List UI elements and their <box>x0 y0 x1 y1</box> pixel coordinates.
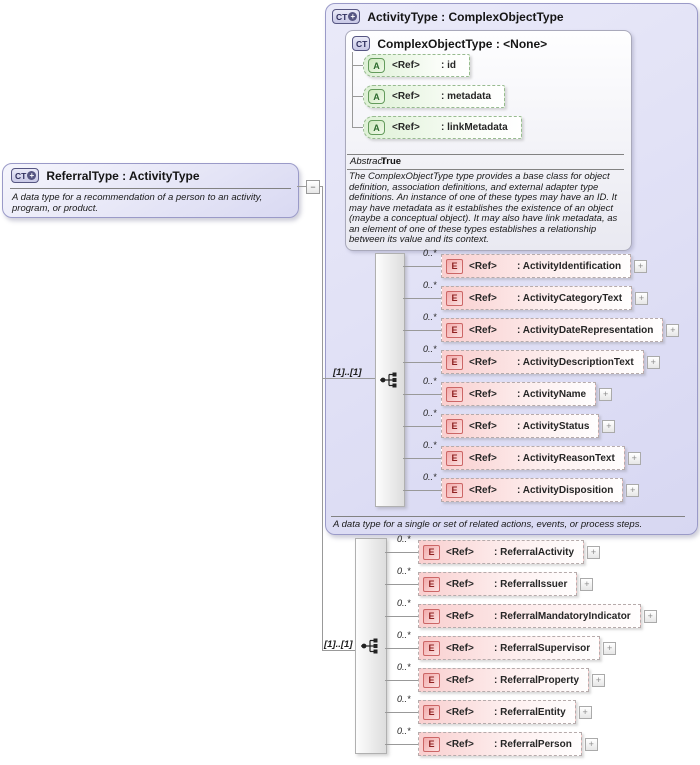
element-ref: <Ref> <box>446 674 474 686</box>
element-box[interactable] <box>418 700 576 724</box>
element-box[interactable] <box>441 286 632 310</box>
element-row <box>403 472 639 501</box>
attribute-ref: <Ref> <box>392 122 420 133</box>
element-ref: <Ref> <box>446 738 474 750</box>
attribute-row <box>352 117 522 138</box>
element-row <box>403 376 612 405</box>
expand-button[interactable]: + <box>592 674 605 687</box>
cardinality-label: 0..* <box>397 630 411 640</box>
element-name: : ActivityDisposition <box>517 484 614 496</box>
element-box[interactable] <box>441 350 644 374</box>
element-ref: <Ref> <box>469 484 497 496</box>
complex-type-icon <box>352 36 370 51</box>
element-ref: <Ref> <box>446 642 474 654</box>
cardinality-label: 0..* <box>397 598 411 608</box>
element-box[interactable] <box>441 414 599 438</box>
element-row <box>403 440 641 469</box>
attribute-box[interactable] <box>363 54 470 77</box>
element-box[interactable] <box>418 636 600 660</box>
connector-line <box>352 127 363 128</box>
complex-object-type-header <box>352 36 547 51</box>
element-name: : ActivityIdentification <box>517 260 622 272</box>
expand-button[interactable]: + <box>599 388 612 401</box>
expand-button[interactable]: + <box>644 610 657 623</box>
element-ref: <Ref> <box>469 420 497 432</box>
cardinality-label: 0..* <box>423 376 437 386</box>
element-icon: E <box>423 737 440 752</box>
connector-line <box>403 362 441 363</box>
expand-button[interactable]: + <box>647 356 660 369</box>
plus-badge-icon: + <box>348 12 357 21</box>
sequence-icon <box>360 637 382 655</box>
element-icon: E <box>446 387 463 402</box>
element-box[interactable] <box>418 604 641 628</box>
cardinality-label: 0..* <box>397 694 411 704</box>
element-row <box>385 662 605 691</box>
element-name: : ActivityDateRepresentation <box>517 324 654 336</box>
attribute-box[interactable] <box>363 85 505 108</box>
expand-button[interactable]: + <box>626 484 639 497</box>
element-name: : ReferralPerson <box>494 738 572 750</box>
element-icon: E <box>446 483 463 498</box>
element-name: : ReferralEntity <box>494 706 566 718</box>
connector-line <box>385 744 418 745</box>
attribute-name: : metadata <box>441 91 492 102</box>
connector-line <box>385 584 418 585</box>
connector-line <box>403 394 441 395</box>
referral-type-header <box>11 168 200 183</box>
cardinality-label: 0..* <box>397 534 411 544</box>
connector-line <box>403 490 441 491</box>
element-icon: E <box>423 577 440 592</box>
element-box[interactable] <box>418 540 584 564</box>
element-box[interactable] <box>418 668 589 692</box>
ct-icon-label: CT <box>336 11 348 22</box>
element-icon: E <box>446 291 463 306</box>
complex-type-plus-icon <box>11 168 39 183</box>
element-box[interactable] <box>441 478 623 502</box>
activity-type-header <box>332 9 564 24</box>
connector-line <box>403 458 441 459</box>
complex-object-type-annotation: The ComplexObjectType type provides a base class for object definition, association definitions, and external adapter type definitions. An instance of one of these types may have an ID. It may have metadata as it establishes the existence of an object (maybe a conceptual object). It may also have link metadata, as an element of one of these types establishes a relationship between its value and its context. <box>349 171 618 245</box>
complex-object-type-title[interactable]: ComplexObjectType : <None> <box>377 36 548 51</box>
element-box[interactable] <box>441 382 596 406</box>
element-ref: <Ref> <box>469 260 497 272</box>
expand-button[interactable]: + <box>628 452 641 465</box>
connector-line <box>322 186 323 650</box>
element-name: : ActivityReasonText <box>517 452 615 464</box>
element-ref: <Ref> <box>469 292 497 304</box>
sequence-cardinality: [1]..[1] <box>324 639 353 650</box>
connector-line <box>322 650 355 651</box>
element-icon: E <box>423 641 440 656</box>
referral-type-title[interactable]: ReferralType : ActivityType <box>46 168 200 183</box>
cardinality-label: 0..* <box>423 312 437 322</box>
ct-icon-label: CT <box>15 170 27 181</box>
attribute-icon: A <box>368 89 385 104</box>
sequence-icon <box>379 371 401 389</box>
expand-button[interactable]: + <box>579 706 592 719</box>
element-name: : ActivityStatus <box>517 420 590 432</box>
expand-button[interactable]: + <box>602 420 615 433</box>
expand-button[interactable]: + <box>635 292 648 305</box>
attribute-box[interactable] <box>363 116 522 139</box>
element-name: : ReferralProperty <box>494 674 580 686</box>
connector-line <box>297 186 306 187</box>
activity-type-title[interactable]: ActivityType : ComplexObjectType <box>367 9 564 24</box>
element-icon: E <box>446 451 463 466</box>
element-ref: <Ref> <box>446 578 474 590</box>
cardinality-label: 0..* <box>423 472 437 482</box>
cardinality-label: 0..* <box>397 726 411 736</box>
activity-type-annotation: A data type for a single or set of related actions, events, or process steps. <box>333 519 643 530</box>
ct-icon-label: CT <box>356 38 368 49</box>
element-ref: <Ref> <box>446 546 474 558</box>
element-ref: <Ref> <box>446 706 474 718</box>
element-ref: <Ref> <box>469 356 497 368</box>
element-box[interactable] <box>441 318 663 342</box>
divider <box>10 188 291 189</box>
cardinality-label: 0..* <box>423 440 437 450</box>
connector-line <box>403 330 441 331</box>
complex-type-plus-icon <box>332 9 360 24</box>
element-icon: E <box>446 323 463 338</box>
attribute-icon: A <box>368 58 385 73</box>
element-ref: <Ref> <box>469 324 497 336</box>
expand-button[interactable]: + <box>585 738 598 751</box>
element-name: : ActivityCategoryText <box>517 292 623 304</box>
sequence-group-bar[interactable] <box>355 538 387 754</box>
connector-line <box>352 65 363 66</box>
element-row <box>385 566 593 595</box>
element-icon: E <box>423 673 440 688</box>
expand-button[interactable]: + <box>603 642 616 655</box>
element-name: : ReferralIssuer <box>494 578 568 590</box>
cardinality-label: 0..* <box>423 408 437 418</box>
divider <box>331 516 685 517</box>
connector-line <box>403 266 441 267</box>
element-name: : ActivityDescriptionText <box>517 356 634 368</box>
cardinality-label: 0..* <box>423 248 437 258</box>
element-icon: E <box>446 419 463 434</box>
element-box[interactable] <box>418 732 582 756</box>
element-icon: E <box>423 705 440 720</box>
connector-line <box>322 378 375 379</box>
element-box[interactable] <box>441 446 625 470</box>
expand-button[interactable]: + <box>587 546 600 559</box>
connector-line <box>352 96 363 97</box>
element-box[interactable] <box>418 572 577 596</box>
element-box[interactable] <box>441 254 631 278</box>
attribute-ref: <Ref> <box>392 91 420 102</box>
attribute-row <box>352 55 470 76</box>
connector-line <box>385 552 418 553</box>
cardinality-label: 0..* <box>397 662 411 672</box>
element-name: : ReferralMandatoryIndicator <box>494 610 631 622</box>
attribute-name: : id <box>441 60 456 71</box>
element-row <box>385 630 616 659</box>
sequence-cardinality: [1]..[1] <box>333 367 362 378</box>
element-ref: <Ref> <box>446 610 474 622</box>
cardinality-label: 0..* <box>423 280 437 290</box>
element-row <box>403 280 648 309</box>
expand-button[interactable]: + <box>580 578 593 591</box>
connector-line <box>403 426 441 427</box>
abstract-label: Abstract <box>350 156 385 167</box>
element-row <box>385 694 592 723</box>
element-ref: <Ref> <box>469 452 497 464</box>
minus-icon: − <box>310 182 316 192</box>
connector-line <box>385 616 418 617</box>
element-name: : ActivityName <box>517 388 587 400</box>
cardinality-label: 0..* <box>423 344 437 354</box>
collapse-button[interactable] <box>306 180 320 194</box>
element-row <box>403 408 615 437</box>
cardinality-label: 0..* <box>397 566 411 576</box>
connector-line <box>385 712 418 713</box>
plus-badge-icon: + <box>27 171 36 180</box>
element-icon: E <box>446 259 463 274</box>
element-ref: <Ref> <box>469 388 497 400</box>
referral-type-description: A data type for a recommendation of a person to an activity, program, or product. <box>12 192 263 214</box>
element-row <box>385 726 598 755</box>
connector-line <box>403 298 441 299</box>
expand-button[interactable]: + <box>666 324 679 337</box>
connector-line <box>385 648 418 649</box>
element-row <box>385 534 600 563</box>
element-row <box>403 312 679 341</box>
divider <box>347 169 624 170</box>
divider <box>347 154 624 155</box>
attribute-icon: A <box>368 120 385 135</box>
element-name: : ReferralSupervisor <box>494 642 591 654</box>
element-icon: E <box>423 545 440 560</box>
attribute-row <box>352 86 505 107</box>
element-row <box>403 344 660 373</box>
element-name: : ReferralActivity <box>494 546 575 558</box>
expand-button[interactable]: + <box>634 260 647 273</box>
attribute-name: : linkMetadata <box>441 122 508 133</box>
element-row <box>403 248 647 277</box>
element-row <box>385 598 657 627</box>
abstract-value: True <box>381 156 402 167</box>
element-icon: E <box>423 609 440 624</box>
attribute-ref: <Ref> <box>392 60 420 71</box>
element-icon: E <box>446 355 463 370</box>
connector-line <box>385 680 418 681</box>
sequence-group-bar[interactable] <box>375 253 405 507</box>
